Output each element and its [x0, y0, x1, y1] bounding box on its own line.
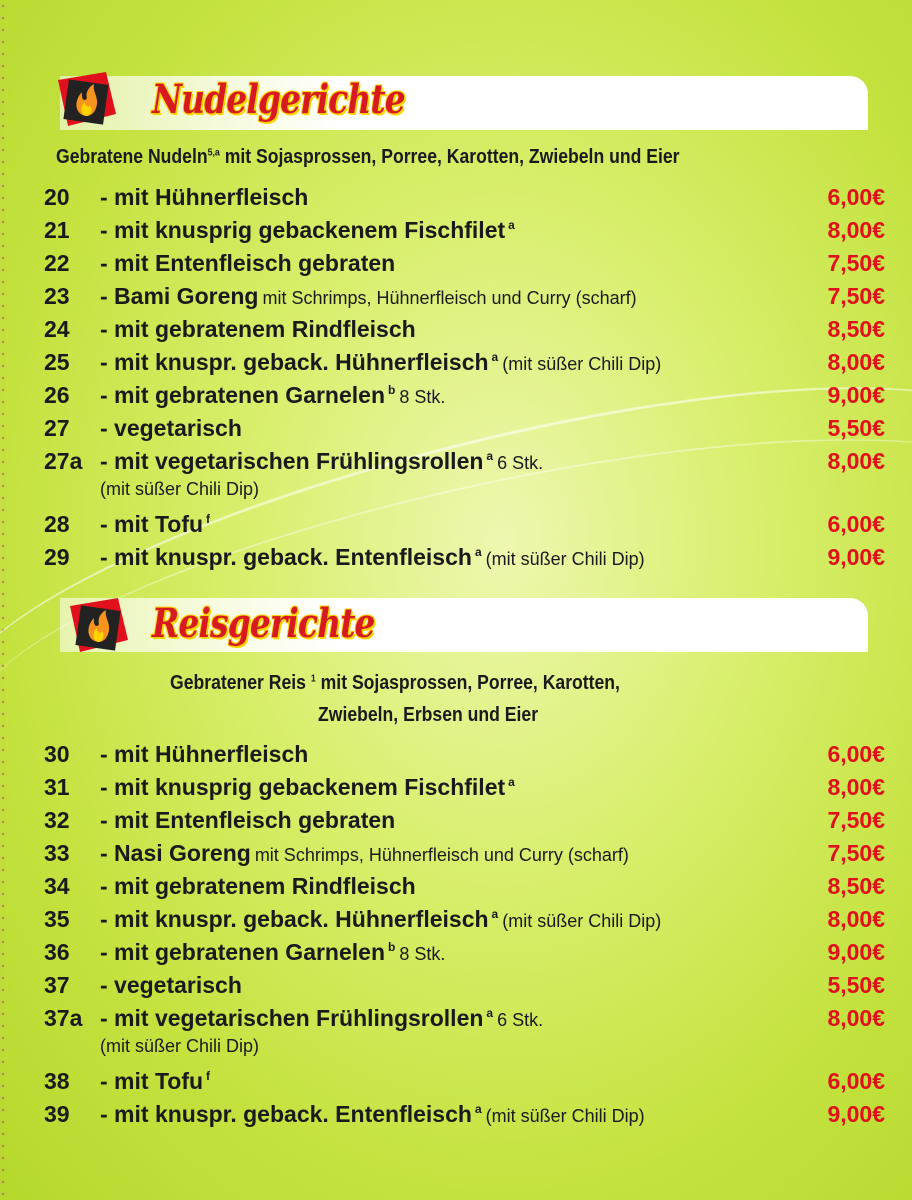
menu-item: [44, 511, 889, 543]
item-name: - mit knuspr. geback. Hühnerfleisch: [100, 349, 489, 375]
item-price: 8,00€: [827, 349, 885, 375]
intro-allergen-sup: 5,a: [207, 147, 220, 159]
menu-item: [44, 283, 889, 315]
item-name: - mit Hühnerfleisch: [100, 184, 309, 210]
menu-item: [44, 184, 889, 216]
item-note: 6 Stk.: [497, 453, 544, 473]
item-number: 34: [44, 873, 70, 899]
intro-rest: mit Sojasprossen, Porree, Karotten, Zwiebeln und Eier: [219, 146, 680, 168]
item-allergen-sup: a: [474, 545, 482, 560]
menu-item: [44, 972, 889, 1004]
item-price: 6,00€: [827, 184, 885, 210]
item-price: 7,50€: [827, 283, 885, 309]
item-name: - vegetarisch: [100, 415, 242, 441]
item-price: 9,00€: [827, 382, 885, 408]
menu-item: [44, 349, 889, 381]
item-price: 5,50€: [827, 415, 885, 441]
item-name-group: [100, 415, 242, 442]
item-note: 8 Stk.: [399, 944, 446, 964]
item-number: 26: [44, 382, 70, 408]
item-number: 31: [44, 774, 70, 800]
item-allergen-sup: a: [486, 1006, 494, 1021]
item-note: (mit süßer Chili Dip): [502, 354, 662, 374]
item-note: 6 Stk.: [497, 1010, 544, 1030]
item-name: - mit Hühnerfleisch: [100, 741, 309, 767]
item-number: 37a: [44, 1005, 83, 1031]
item-name: - mit Entenfleisch gebraten: [100, 250, 396, 276]
menu-item: [44, 250, 889, 282]
item-name-group: [100, 184, 308, 211]
item-allergen-sup: f: [206, 512, 211, 527]
item-name-group: [100, 283, 637, 310]
intro-text: Gebratener Reis: [170, 672, 311, 694]
item-note: mit Schrimps, Hühnerfleisch und Curry (scharf): [254, 845, 629, 865]
item-name: - mit knuspr. geback. Entenfleisch: [100, 544, 472, 570]
menu-item: [44, 544, 889, 576]
item-price: 7,50€: [827, 807, 885, 833]
item-name-group: [100, 1068, 210, 1095]
item-name-group: [100, 316, 416, 343]
decorative-dot-border: [0, 0, 6, 1200]
item-name: - mit gebratenen Garnelen: [100, 382, 386, 408]
item-number: 28: [44, 511, 70, 537]
item-name-group: [100, 972, 242, 999]
item-name-group: [100, 1101, 645, 1128]
item-name-group: [100, 250, 395, 277]
item-name-group: [100, 1005, 543, 1032]
item-name: - Nasi Goreng: [100, 840, 251, 866]
item-note: mit Schrimps, Hühnerfleisch und Curry (scharf): [262, 288, 637, 308]
item-allergen-sup: a: [491, 907, 499, 922]
item-price: 9,00€: [827, 1101, 885, 1127]
item-allergen-sup: a: [474, 1102, 482, 1117]
item-name-group: [100, 544, 645, 571]
item-number: 21: [44, 217, 70, 243]
item-name-group: [100, 511, 210, 538]
menu-item: [44, 382, 889, 414]
menu-item: [44, 1005, 889, 1037]
item-name-group: [100, 217, 515, 244]
item-name: - mit vegetarischen Frühlingsrollen: [100, 448, 484, 474]
item-price: 7,50€: [827, 840, 885, 866]
item-name: - mit gebratenen Garnelen: [100, 939, 386, 965]
item-allergen-sup: a: [508, 218, 515, 233]
section-title-rice: Reisgerichte: [152, 600, 375, 647]
item-name-group: [100, 741, 308, 768]
item-number: 35: [44, 906, 70, 932]
item-subnote: (mit süßer Chili Dip): [100, 1036, 260, 1056]
menu-item: [44, 1068, 889, 1100]
item-name-group: [100, 774, 515, 801]
intro-rest: mit Sojasprossen, Porree, Karotten,: [315, 672, 620, 694]
menu-item: [44, 316, 889, 348]
item-name-group: [100, 448, 543, 475]
item-note: (mit süßer Chili Dip): [502, 911, 662, 931]
item-subnote: (mit süßer Chili Dip): [100, 479, 260, 499]
item-allergen-sup: f: [206, 1069, 211, 1084]
item-name: - mit knusprig gebackenem Fischfilet: [100, 774, 506, 800]
item-number: 36: [44, 939, 70, 965]
item-name: - mit knuspr. geback. Hühnerfleisch: [100, 906, 489, 932]
item-name: - mit Tofu: [100, 1068, 204, 1094]
item-name: - mit knusprig gebackenem Fischfilet: [100, 217, 506, 243]
item-allergen-sup: b: [388, 383, 396, 398]
item-name-group: [100, 939, 445, 966]
item-number: 20: [44, 184, 70, 210]
item-name: - mit vegetarischen Frühlingsrollen: [100, 1005, 484, 1031]
item-name: - mit gebratenem Rindfleisch: [100, 873, 416, 899]
item-price: 8,50€: [827, 316, 885, 342]
item-number: 33: [44, 840, 70, 866]
section-title-noodles: Nudelgerichte: [152, 76, 405, 123]
item-price: 6,00€: [827, 741, 885, 767]
menu-item: [44, 906, 889, 938]
item-price: 8,00€: [827, 217, 885, 243]
menu-item: [44, 807, 889, 839]
menu-item: [44, 448, 889, 480]
item-price: 8,00€: [827, 1005, 885, 1031]
item-number: 38: [44, 1068, 70, 1094]
item-name-group: [100, 349, 661, 376]
item-number: 39: [44, 1101, 70, 1127]
item-name: - mit knuspr. geback. Entenfleisch: [100, 1101, 472, 1127]
item-note: (mit süßer Chili Dip): [485, 549, 645, 569]
menu-item: [44, 217, 889, 249]
item-name: - Bami Goreng: [100, 283, 259, 309]
item-price: 8,00€: [827, 906, 885, 932]
item-note: (mit süßer Chili Dip): [485, 1106, 645, 1126]
item-price: 5,50€: [827, 972, 885, 998]
item-price: 6,00€: [827, 511, 885, 537]
item-name-group: [100, 906, 661, 933]
item-allergen-sup: a: [491, 350, 499, 365]
item-price: 7,50€: [827, 250, 885, 276]
item-number: 30: [44, 741, 70, 767]
item-price: 8,00€: [827, 774, 885, 800]
item-price: 9,00€: [827, 544, 885, 570]
menu-item: [44, 873, 889, 905]
menu-item: [44, 774, 889, 806]
item-number: 32: [44, 807, 70, 833]
menu-item: [44, 741, 889, 773]
item-number: 23: [44, 283, 70, 309]
item-price: 8,50€: [827, 873, 885, 899]
intro-allergen-sup: 1: [310, 673, 316, 685]
item-name-group: [100, 840, 629, 867]
item-number: 25: [44, 349, 70, 375]
section-intro: [56, 146, 679, 169]
item-number: 29: [44, 544, 70, 570]
item-number: 37: [44, 972, 70, 998]
item-allergen-sup: a: [508, 775, 515, 790]
intro-text: Gebratene Nudeln: [56, 146, 208, 168]
item-name-group: [100, 873, 416, 900]
item-price: 8,00€: [827, 448, 885, 474]
item-name-group: [100, 807, 395, 834]
item-name: - mit Entenfleisch gebraten: [100, 807, 396, 833]
item-number: 22: [44, 250, 70, 276]
item-allergen-sup: a: [486, 449, 494, 464]
menu-item: [44, 939, 889, 971]
item-number: 27a: [44, 448, 83, 474]
item-number: 27: [44, 415, 70, 441]
flame-icon: [66, 596, 132, 658]
item-number: 24: [44, 316, 70, 342]
menu-item: [44, 840, 889, 872]
menu-item: [44, 415, 889, 447]
item-name: - vegetarisch: [100, 972, 242, 998]
item-name-group: [100, 382, 445, 409]
item-price: 6,00€: [827, 1068, 885, 1094]
flame-icon: [54, 70, 120, 132]
item-name: - mit gebratenem Rindfleisch: [100, 316, 416, 342]
item-allergen-sup: b: [388, 940, 396, 955]
section-intro-line2: Zwiebeln, Erbsen und Eier: [318, 704, 539, 726]
item-price: 9,00€: [827, 939, 885, 965]
item-name: - mit Tofu: [100, 511, 204, 537]
section-intro-line1: [170, 672, 620, 695]
item-note: 8 Stk.: [399, 387, 446, 407]
menu-item: [44, 1101, 889, 1133]
